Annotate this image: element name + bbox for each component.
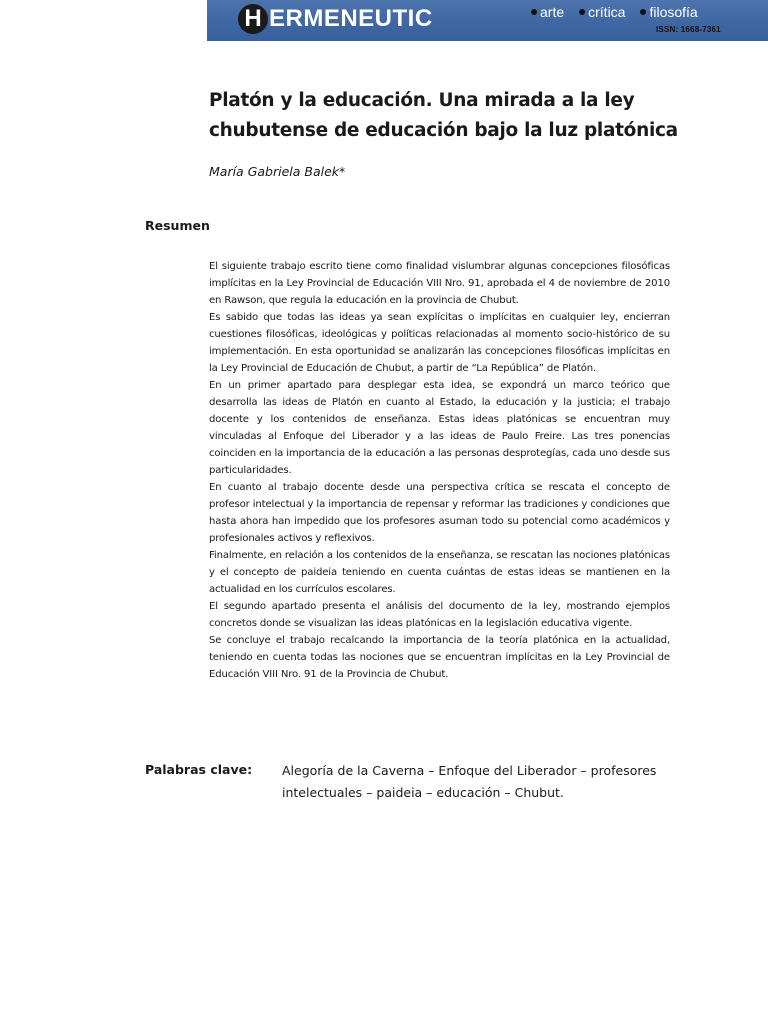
tag-label: arte bbox=[540, 4, 565, 20]
abstract-paragraph: Es sabido que todas las ideas ya sean explícitas o implícitas en cualquier ley, encierran cuestiones filosóficas, ideológicas y políticas relacionadas al momento socio-histórico de su implementación. En esta oportunidad se analizarán las concepciones filosóficas implícitas en la Ley Provincial de Educación de Chubut, a partir de “La República” de Platón. bbox=[209, 312, 670, 374]
journal-tags bbox=[531, 4, 713, 20]
tag-arte bbox=[531, 4, 564, 20]
tag-label: filosofía bbox=[649, 4, 698, 20]
abstract-paragraph: En un primer apartado para desplegar esta idea, se expondrá un marco teórico que desarrolla las ideas de Platón en cuanto al Estado, la educación y la justicia; el trabajo docente y los contenidos de enseñanza. Estas ideas platónicas se encuentran muy vinculadas al Enfoque del Liberador y a las ideas de Paulo Freire. Las tres ponencias coinciden en la importancia de la educación a las personas desprotegías, cada uno desde sus particularidades. bbox=[209, 380, 670, 476]
abstract-paragraph: El siguiente trabajo escrito tiene como finalidad vislumbrar algunas concepciones filosóficas implícitas en la Ley Provincial de Educación VIII Nro. 91, aprobada el 4 de noviembre de 2010 en Rawson, que regula la educación en la provincia de Chubut. bbox=[209, 261, 670, 306]
bullet-icon bbox=[640, 9, 646, 15]
tag-label: crítica bbox=[588, 4, 626, 20]
logo-text: ERMENEUTIC bbox=[269, 5, 433, 32]
logo-initial-circle: H bbox=[238, 4, 268, 34]
tag-filosofia bbox=[640, 4, 697, 20]
keywords-list: Alegoría de la Caverna – Enfoque del Liberador – profesores intelectuales – paideia – educación – Chubut. bbox=[282, 763, 657, 800]
journal-logo bbox=[238, 3, 433, 35]
abstract-heading: Resumen bbox=[145, 218, 210, 233]
bullet-icon bbox=[531, 9, 537, 15]
abstract-paragraph: En cuanto al trabajo docente desde una perspectiva crítica se rescata el concepto de profesor intelectual y la importancia de repensar y reformar las tradiciones y condiciones que hasta ahora han impedido que los profesores asuman todo su potencial como académicos y profesionales activos y reflexivos. bbox=[209, 482, 670, 544]
tag-critica bbox=[579, 4, 625, 20]
issn-label: ISSN: 1668-7361 bbox=[656, 25, 721, 34]
article-title: Platón y la educación. Una mirada a la ley chubutense de educación bajo la luz platónica bbox=[209, 90, 678, 141]
abstract-paragraph: Se concluye el trabajo recalcando la importancia de la teoría platónica en la actualidad, teniendo en cuenta todas las nociones que se encuentran implícitas en la Ley Provincial de Educación VIII Nro. 91 de la Provincia de Chubut. bbox=[209, 635, 670, 680]
keywords-label: Palabras clave: bbox=[145, 762, 253, 777]
journal-header-banner bbox=[207, 0, 768, 41]
abstract-paragraph: El segundo apartado presenta el análisis del documento de la ley, mostrando ejemplos concretos donde se visualizan las ideas platónicas en la legislación educativa vigente. bbox=[209, 601, 670, 629]
abstract-paragraph: Finalmente, en relación a los contenidos de la enseñanza, se rescatan las nociones platónicas y el concepto de paideia teniendo en cuenta cuántas de estas ideas se mantienen en la actualidad en los currículos escolares. bbox=[209, 550, 670, 595]
bullet-icon bbox=[579, 9, 585, 15]
abstract-body bbox=[209, 258, 670, 683]
article-author: María Gabriela Balek* bbox=[209, 164, 346, 179]
